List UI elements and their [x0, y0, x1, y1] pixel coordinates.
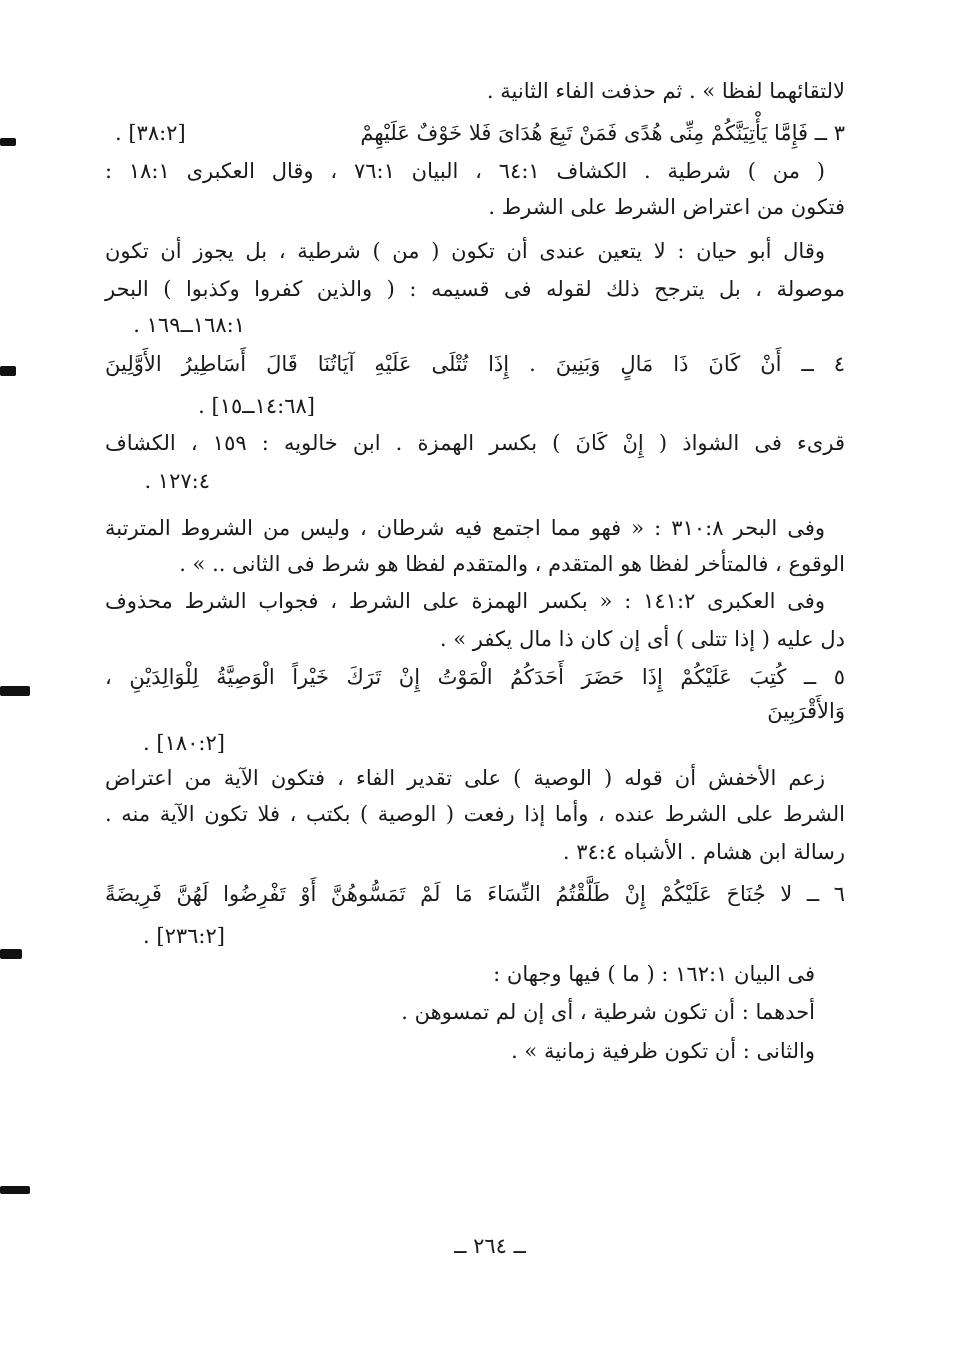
text-line: فتكون من اعتراض الشرط على الشرط . [488, 195, 845, 219]
text-line: ١٢٧:٤ . [144, 469, 210, 493]
text-line: وفى البحر ٣١٠:٨ : « فهو مما اجتمع فيه شرطان ، وليس من الشروط المترتبة [105, 516, 826, 540]
text-line: والثانى : أن تكون ظرفية زمانية » . [511, 1039, 815, 1063]
scan-edge-mark [0, 138, 16, 146]
verse-3 [105, 112, 845, 154]
text-line: دل عليه ( إذا تتلى ) أى إن كان ذا مال يكفر » . [439, 627, 845, 651]
text-line: الشرط على الشرط عنده ، وأما إذا رفعت ( الوصية ) بكتب ، فلا تكون الآية منه . [105, 802, 845, 826]
scan-edge-mark [0, 1186, 30, 1194]
text-line: وقال أبو حيان : لا يتعين عندى أن تكون ( من ) شرطية ، بل يجوز أن تكون [105, 239, 825, 263]
text-line: أحدهما : أن تكون شرطية ، أى إن لم تمسوهن . [401, 1000, 815, 1024]
scan-edge-mark [0, 686, 30, 696]
verse-6: ٦ ــ لا جُنَاحَ عَلَيْكُمْ إِنْ طَلَّقْتُمُ النِّسَاءَ مَا لَمْ تَمَسُّوهُنَّ أَوْ تَفْرِضُوا لَهُنَّ فَرِيضَةً [105, 882, 845, 906]
text-line: موصولة ، بل يترجح ذلك لقوله فى قسيمه : ( والذين كفروا وكذبوا ) البحر [105, 277, 845, 301]
text-line: لالتقائهما لفظا » . ثم حذفت الفاء الثانية . [486, 79, 845, 103]
text-line: قرىء فى الشواذ ( إِنْ كَانَ ) بكسر الهمزة . ابن خالويه : ١٥٩ ، الكشاف [105, 431, 845, 455]
scan-edge-mark [0, 366, 16, 376]
page-number: ــ ٢٦٤ ــ [454, 1234, 526, 1258]
text-line: رسالة ابن هشام . الأشباه ٣٤:٤ . [562, 840, 845, 864]
text-line: وفى العكبرى ١٤١:٢ : « بكسر الهمزة على الشرط ، فجواب الشرط محذوف [105, 589, 825, 613]
scan-edge-mark [0, 949, 22, 959]
verse-5: ٥ ــ كُتِبَ عَلَيْكُمْ إِذَا حَضَرَ أَحَدَكُمُ الْمَوْتُ إِنْ تَرَكَ خَيْراً الْوَصِيَّةُ لِلْوَالِدَيْنِ ، [105, 665, 845, 689]
verse-reference: [١٤:٦٨ــ١٥] . [198, 394, 315, 418]
text-line: فى البيان ١٦٢:١ : ( ما ) فيها وجهان : [493, 962, 815, 986]
text-line: زعم الأخفش أن قوله ( الوصية ) على تقدير الفاء ، فتكون الآية من اعتراض [105, 766, 825, 790]
verse-reference: [١٨٠:٢] . [143, 731, 225, 755]
verse-text: ٣ ــ فَإِمَّا يَأْتِيَنَّكُمْ مِنِّى هُدًى فَمَنْ تَبِعَ هُدَاىَ فَلا خَوْفٌ عَلَيْهِمْ [360, 121, 845, 145]
text-line: ١٦٨:١ــ١٦٩ . [133, 313, 245, 337]
verse-4: ٤ ــ أَنْ كَانَ ذَا مَالٍ وَبَنِينَ . إِذَا تُتْلَى عَلَيْهِ آيَاتُنَا قَالَ أَسَاطِيرُ الأَوَّلِينَ [105, 352, 845, 376]
page-text [105, 70, 845, 1070]
text-line: ( من ) شرطية . الكشاف ٦٤:١ ، البيان ٧٦:١ ، وقال العكبرى ١٨:١ : [105, 159, 825, 183]
text-line: الوقوع ، فالمتأخر لفظا هو المتقدم ، والمتقدم لفظا هو شرط فى الثانى .. » . [179, 552, 845, 576]
verse-reference: [٢٣٦:٢] . [143, 924, 225, 948]
verse-text: وَالأَقْرَبِينَ [767, 699, 845, 723]
verse-reference: [٣٨:٢] . [115, 121, 186, 145]
